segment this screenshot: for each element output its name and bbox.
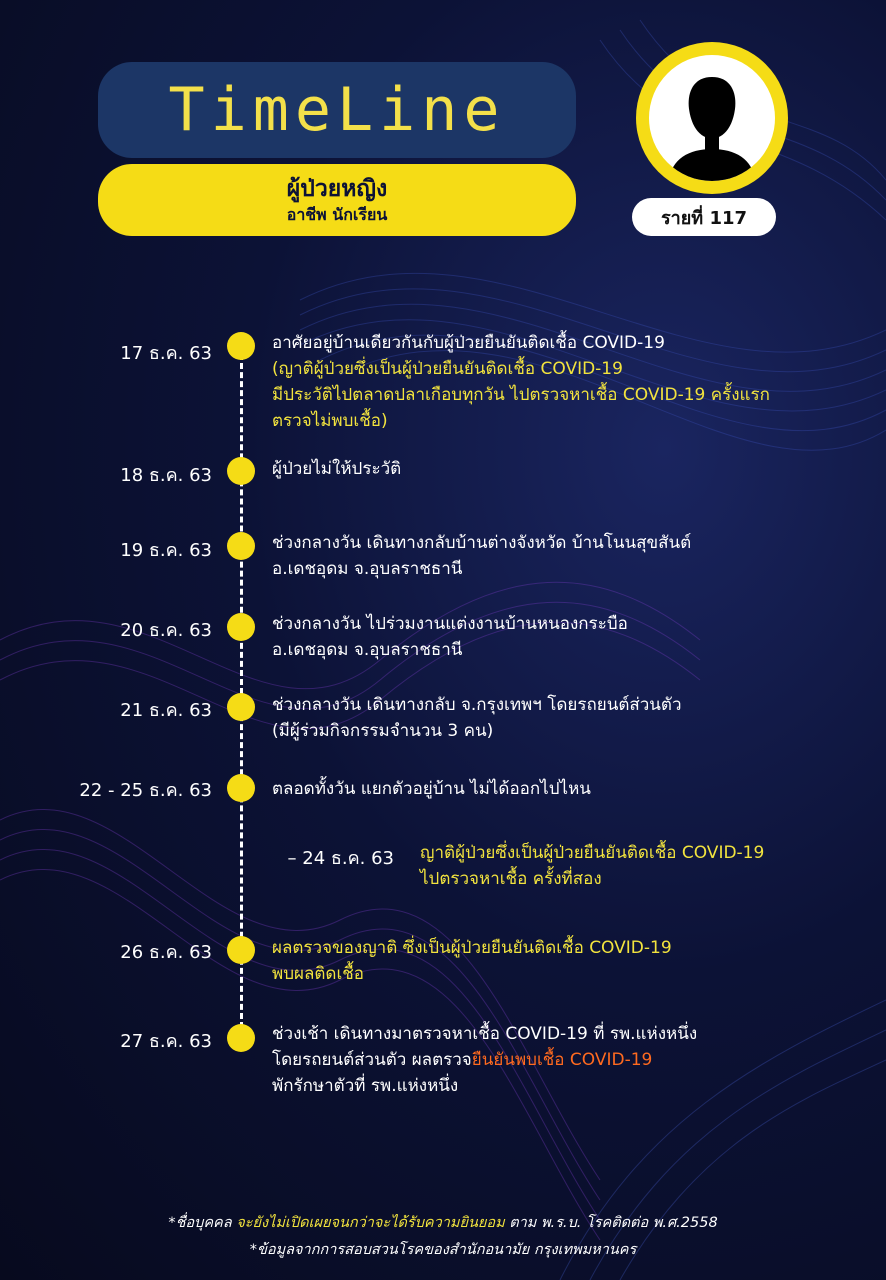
event-text: อ.เดชอุดม จ.อุบลราชธานี bbox=[272, 559, 463, 579]
event-text-part: โดยรถยนต์ส่วนตัว ผลตรวจ bbox=[272, 1050, 472, 1070]
timeline-dot bbox=[227, 532, 255, 560]
event-text: ตรวจไม่พบเชื้อ) bbox=[272, 411, 388, 431]
event-date: – 24 ธ.ค. 63 bbox=[287, 848, 394, 869]
confirmed-highlight: ยืนยันพบเชื้อ COVID-19 bbox=[471, 1050, 653, 1070]
event-date: 21 ธ.ค. 63 bbox=[120, 700, 212, 721]
footer-note bbox=[0, 1211, 886, 1234]
timeline-dot bbox=[227, 1024, 255, 1052]
patient-label: ผู้ป่วยหญิง bbox=[286, 176, 388, 202]
footer-text: *ชื่อบุคคล bbox=[168, 1215, 237, 1231]
title-box bbox=[98, 62, 576, 158]
timeline-dot bbox=[227, 936, 255, 964]
event-text: (มีผู้ร่วมกิจกรรมจำนวน 3 คน) bbox=[272, 721, 494, 741]
event-text: ผลตรวจของญาติ ซึ่งเป็นผู้ป่วยยืนยันติดเชื้อ COVID-19 bbox=[272, 938, 672, 958]
page-title: TimeLine bbox=[168, 75, 506, 145]
timeline-dot bbox=[227, 693, 255, 721]
person-silhouette-icon bbox=[649, 55, 775, 181]
event-text: ไปตรวจหาเชื้อ ครั้งที่สอง bbox=[420, 869, 602, 889]
case-number-badge: รายที่ 117 bbox=[632, 198, 776, 236]
event-text: ผู้ป่วยไม่ให้ประวัติ bbox=[272, 459, 402, 479]
event-description bbox=[420, 840, 764, 892]
patient-box bbox=[98, 164, 576, 236]
timeline-dot bbox=[227, 332, 255, 360]
event-description bbox=[272, 935, 672, 987]
footer-text: ตาม พ.ร.บ. โรคติดต่อ พ.ศ.2558 bbox=[504, 1215, 718, 1231]
event-text: อาศัยอยู่บ้านเดียวกันกับผู้ป่วยยืนยันติดเชื้อ COVID-19 bbox=[272, 333, 665, 353]
timeline-line bbox=[240, 345, 243, 1037]
footer-highlight: จะยังไม่เปิดเผยจนกว่าจะได้รับความยินยอม bbox=[236, 1215, 505, 1231]
event-description bbox=[272, 456, 401, 482]
event-description bbox=[272, 611, 628, 663]
event-date: 27 ธ.ค. 63 bbox=[120, 1031, 212, 1052]
event-date: 19 ธ.ค. 63 bbox=[120, 540, 212, 561]
timeline-dot bbox=[227, 613, 255, 641]
event-date: 20 ธ.ค. 63 bbox=[120, 620, 212, 641]
event-description bbox=[272, 776, 591, 802]
event-description bbox=[272, 530, 691, 582]
event-text: พักรักษาตัวที่ รพ.แห่งหนึ่ง bbox=[272, 1076, 459, 1096]
event-description bbox=[272, 1021, 697, 1099]
event-description bbox=[272, 330, 770, 434]
event-text: ช่วงเช้า เดินทางมาตรวจหาเชื้อ COVID-19 ที่ รพ.แห่งหนึ่ง bbox=[272, 1024, 698, 1044]
event-text: ช่วงกลางวัน ไปร่วมงานแต่งงานบ้านหนองกระบือ bbox=[272, 614, 628, 634]
event-text: อ.เดชอุดม จ.อุบลราชธานี bbox=[272, 640, 463, 660]
event-text: มีประวัติไปตลาดปลาเกือบทุกวัน ไปตรวจหาเชื้อ COVID-19 ครั้งแรก bbox=[272, 385, 770, 405]
event-text: ตลอดทั้งวัน แยกตัวอยู่บ้าน ไม่ได้ออกไปไหน bbox=[272, 779, 591, 799]
event-text: ช่วงกลางวัน เดินทางกลับ จ.กรุงเทพฯ โดยรถยนต์ส่วนตัว bbox=[272, 695, 682, 715]
event-text: (ญาติผู้ป่วยซึ่งเป็นผู้ป่วยยืนยันติดเชื้อ COVID-19 bbox=[272, 359, 623, 379]
occupation-label: อาชีพ นักเรียน bbox=[286, 205, 388, 224]
event-text: ญาติผู้ป่วยซึ่งเป็นผู้ป่วยยืนยันติดเชื้อ COVID-19 bbox=[420, 843, 765, 863]
event-text bbox=[272, 1047, 697, 1073]
avatar bbox=[636, 42, 788, 194]
timeline-dot bbox=[227, 774, 255, 802]
timeline-dot bbox=[227, 457, 255, 485]
event-date: 26 ธ.ค. 63 bbox=[120, 942, 212, 963]
event-date: 18 ธ.ค. 63 bbox=[120, 465, 212, 486]
event-date: 22 - 25 ธ.ค. 63 bbox=[79, 780, 212, 801]
event-text: พบผลติดเชื้อ bbox=[272, 964, 365, 984]
footer-source: *ข้อมูลจากการสอบสวนโรคของสำนักอนามัย กรุงเทพมหานคร bbox=[249, 1242, 637, 1258]
event-date: 17 ธ.ค. 63 bbox=[120, 343, 212, 364]
event-text: ช่วงกลางวัน เดินทางกลับบ้านต่างจังหวัด บ้านโนนสุขสันต์ bbox=[272, 533, 692, 553]
event-description bbox=[272, 692, 682, 744]
